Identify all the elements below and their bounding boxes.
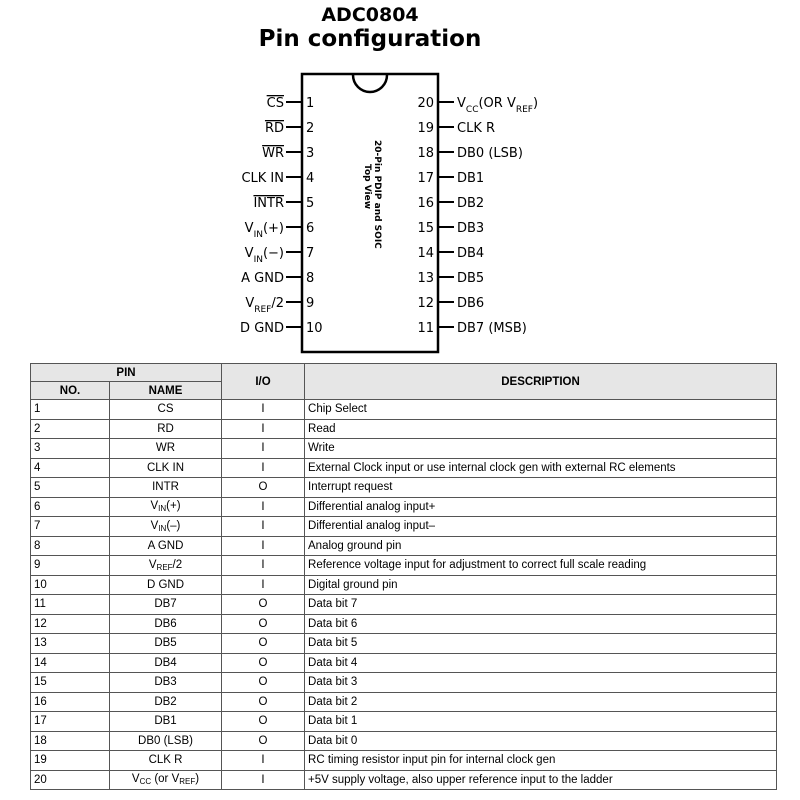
cell-no: 18 bbox=[31, 731, 110, 751]
cell-no: 14 bbox=[31, 653, 110, 673]
cell-name: RD bbox=[110, 419, 222, 439]
pin-18-label: DB0 (LSB) bbox=[457, 146, 523, 161]
cell-no: 7 bbox=[31, 517, 110, 537]
cell-description: Chip Select bbox=[305, 400, 777, 420]
table-row bbox=[31, 497, 777, 517]
cell-name: CS bbox=[110, 400, 222, 420]
cell-no: 17 bbox=[31, 712, 110, 732]
cell-name: $V_{CC}$ (or $V_{REF}$) bbox=[110, 770, 222, 790]
cell-name: CLK R bbox=[110, 751, 222, 771]
cell-no: 12 bbox=[31, 614, 110, 634]
pin-8-label: A GND bbox=[241, 271, 284, 286]
pin-4-number: 4 bbox=[306, 171, 315, 186]
cell-name: DB0 (LSB) bbox=[110, 731, 222, 751]
cell-io: I bbox=[222, 575, 305, 595]
cell-io: O bbox=[222, 595, 305, 615]
cell-description: Read bbox=[305, 419, 777, 439]
cell-description: Data bit 4 bbox=[305, 653, 777, 673]
cell-description: Analog ground pin bbox=[305, 536, 777, 556]
pin-1-label: CS bbox=[266, 96, 284, 111]
pin-11-label: DB7 (MSB) bbox=[457, 321, 527, 336]
header-io: I/O bbox=[222, 364, 305, 400]
cell-description: Data bit 5 bbox=[305, 634, 777, 654]
cell-description: Write bbox=[305, 439, 777, 459]
cell-io: I bbox=[222, 458, 305, 478]
cell-name: INTR bbox=[110, 478, 222, 498]
cell-io: O bbox=[222, 712, 305, 732]
pin-5-number: 5 bbox=[306, 196, 315, 211]
table-row bbox=[31, 770, 777, 790]
table-row bbox=[31, 458, 777, 478]
header-pin: PIN bbox=[31, 364, 222, 382]
cell-io: I bbox=[222, 497, 305, 517]
cell-description: Reference voltage input for adjustment to correct full scale reading bbox=[305, 556, 777, 576]
cell-no: 20 bbox=[31, 770, 110, 790]
cell-description: Data bit 7 bbox=[305, 595, 777, 615]
cell-description: Data bit 2 bbox=[305, 692, 777, 712]
cell-no: 19 bbox=[31, 751, 110, 771]
cell-name: DB1 bbox=[110, 712, 222, 732]
header-description: DESCRIPTION bbox=[305, 364, 777, 400]
pin-16-label: DB2 bbox=[457, 196, 485, 211]
cell-description: Interrupt request bbox=[305, 478, 777, 498]
cell-name: DB6 bbox=[110, 614, 222, 634]
table-row bbox=[31, 712, 777, 732]
pin-12-label: DB6 bbox=[457, 296, 485, 311]
pin-diagram bbox=[0, 0, 800, 360]
cell-io: O bbox=[222, 692, 305, 712]
cell-io: I bbox=[222, 400, 305, 420]
table-row bbox=[31, 439, 777, 459]
cell-no: 3 bbox=[31, 439, 110, 459]
cell-name: $V_{IN}(+)$ bbox=[110, 497, 222, 517]
cell-no: 16 bbox=[31, 692, 110, 712]
table-row bbox=[31, 478, 777, 498]
table-row bbox=[31, 751, 777, 771]
table-row bbox=[31, 419, 777, 439]
pin-10-label: D GND bbox=[240, 321, 284, 336]
cell-no: 6 bbox=[31, 497, 110, 517]
table-row bbox=[31, 634, 777, 654]
cell-name: D GND bbox=[110, 575, 222, 595]
cell-no: 4 bbox=[31, 458, 110, 478]
pin-17-number: 17 bbox=[417, 171, 434, 186]
cell-io: I bbox=[222, 770, 305, 790]
pin-15-label: DB3 bbox=[457, 221, 485, 236]
pin-19-label: CLK R bbox=[457, 121, 496, 136]
cell-no: 8 bbox=[31, 536, 110, 556]
cell-io: O bbox=[222, 673, 305, 693]
cell-no: 11 bbox=[31, 595, 110, 615]
header-no: NO. bbox=[31, 382, 110, 400]
table-row bbox=[31, 556, 777, 576]
pin-20-number: 20 bbox=[417, 96, 434, 111]
pin-4-label: CLK IN bbox=[241, 171, 284, 186]
cell-io: O bbox=[222, 634, 305, 654]
cell-io: I bbox=[222, 419, 305, 439]
pin-14-number: 14 bbox=[417, 246, 434, 261]
cell-no: 9 bbox=[31, 556, 110, 576]
cell-description: External Clock input or use internal clock gen with external RC elements bbox=[305, 458, 777, 478]
cell-name: DB4 bbox=[110, 653, 222, 673]
pin-table bbox=[30, 363, 777, 790]
pin-11-number: 11 bbox=[417, 321, 434, 336]
cell-name: DB5 bbox=[110, 634, 222, 654]
cell-io: I bbox=[222, 751, 305, 771]
pin-13-label: DB5 bbox=[457, 271, 485, 286]
cell-description: Differential analog input+ bbox=[305, 497, 777, 517]
pin-2-number: 2 bbox=[306, 121, 315, 136]
cell-io: I bbox=[222, 517, 305, 537]
table-row bbox=[31, 517, 777, 537]
cell-io: I bbox=[222, 556, 305, 576]
cell-io: O bbox=[222, 614, 305, 634]
table-body bbox=[31, 400, 777, 790]
table-row bbox=[31, 536, 777, 556]
cell-description: Data bit 3 bbox=[305, 673, 777, 693]
pin-1-number: 1 bbox=[306, 96, 315, 111]
table-row bbox=[31, 673, 777, 693]
cell-no: 1 bbox=[31, 400, 110, 420]
pin-8-number: 8 bbox=[306, 271, 315, 286]
cell-description: Differential analog input– bbox=[305, 517, 777, 537]
cell-description: Data bit 0 bbox=[305, 731, 777, 751]
cell-name: $V_{REF}/2$ bbox=[110, 556, 222, 576]
pin-16-number: 16 bbox=[417, 196, 434, 211]
cell-name: DB2 bbox=[110, 692, 222, 712]
table-row bbox=[31, 400, 777, 420]
cell-description: +5V supply voltage, also upper reference input to the ladder bbox=[305, 770, 777, 790]
pin-3-label: WR bbox=[262, 146, 284, 161]
cell-no: 10 bbox=[31, 575, 110, 595]
cell-description: Data bit 6 bbox=[305, 614, 777, 634]
table-row bbox=[31, 653, 777, 673]
pin-9-number: 9 bbox=[306, 296, 315, 311]
cell-io: I bbox=[222, 536, 305, 556]
pin-12-number: 12 bbox=[417, 296, 434, 311]
cell-name: A GND bbox=[110, 536, 222, 556]
pin-15-number: 15 bbox=[417, 221, 434, 236]
package-label-line2: Top View bbox=[362, 164, 372, 210]
pin-9-label: $V_{REF}/2$ bbox=[245, 296, 284, 315]
table-row bbox=[31, 575, 777, 595]
pin-10-number: 10 bbox=[306, 321, 323, 336]
pin-17-label: DB1 bbox=[457, 171, 485, 186]
pin-14-label: DB4 bbox=[457, 246, 485, 261]
cell-name: $V_{IN}(-)$ bbox=[110, 517, 222, 537]
cell-no: 5 bbox=[31, 478, 110, 498]
pin-6-label: $V_{IN}(+)$ bbox=[244, 221, 284, 240]
pin-20-label: $V_{CC}(OR$ $V_{REF}$) bbox=[457, 96, 539, 115]
pin-3-number: 3 bbox=[306, 146, 315, 161]
cell-description: Digital ground pin bbox=[305, 575, 777, 595]
cell-io: O bbox=[222, 653, 305, 673]
cell-name: WR bbox=[110, 439, 222, 459]
page-subtitle: Pin configuration bbox=[258, 26, 482, 52]
cell-no: 15 bbox=[31, 673, 110, 693]
pin-2-label: RD bbox=[264, 121, 284, 136]
table-row bbox=[31, 595, 777, 615]
cell-name: DB7 bbox=[110, 595, 222, 615]
table-row bbox=[31, 614, 777, 634]
cell-io: O bbox=[222, 478, 305, 498]
pin-5-label: INTR bbox=[253, 196, 284, 211]
cell-description: RC timing resistor input pin for internal clock gen bbox=[305, 751, 777, 771]
pin-7-number: 7 bbox=[306, 246, 315, 261]
cell-no: 13 bbox=[31, 634, 110, 654]
pin-6-number: 6 bbox=[306, 221, 315, 236]
cell-description: Data bit 1 bbox=[305, 712, 777, 732]
cell-io: I bbox=[222, 439, 305, 459]
table-row bbox=[31, 731, 777, 751]
pin-18-number: 18 bbox=[417, 146, 434, 161]
cell-io: O bbox=[222, 731, 305, 751]
header-name: NAME bbox=[110, 382, 222, 400]
pin-13-number: 13 bbox=[417, 271, 434, 286]
cell-name: CLK IN bbox=[110, 458, 222, 478]
cell-name: DB3 bbox=[110, 673, 222, 693]
cell-no: 2 bbox=[31, 419, 110, 439]
table-row bbox=[31, 692, 777, 712]
pin-7-label: $V_{IN}(-)$ bbox=[244, 246, 284, 265]
page-title: ADC0804 bbox=[321, 4, 419, 26]
package-label-line1: 20-Pin PDIP and SOIC bbox=[372, 140, 382, 249]
pin-19-number: 19 bbox=[417, 121, 434, 136]
